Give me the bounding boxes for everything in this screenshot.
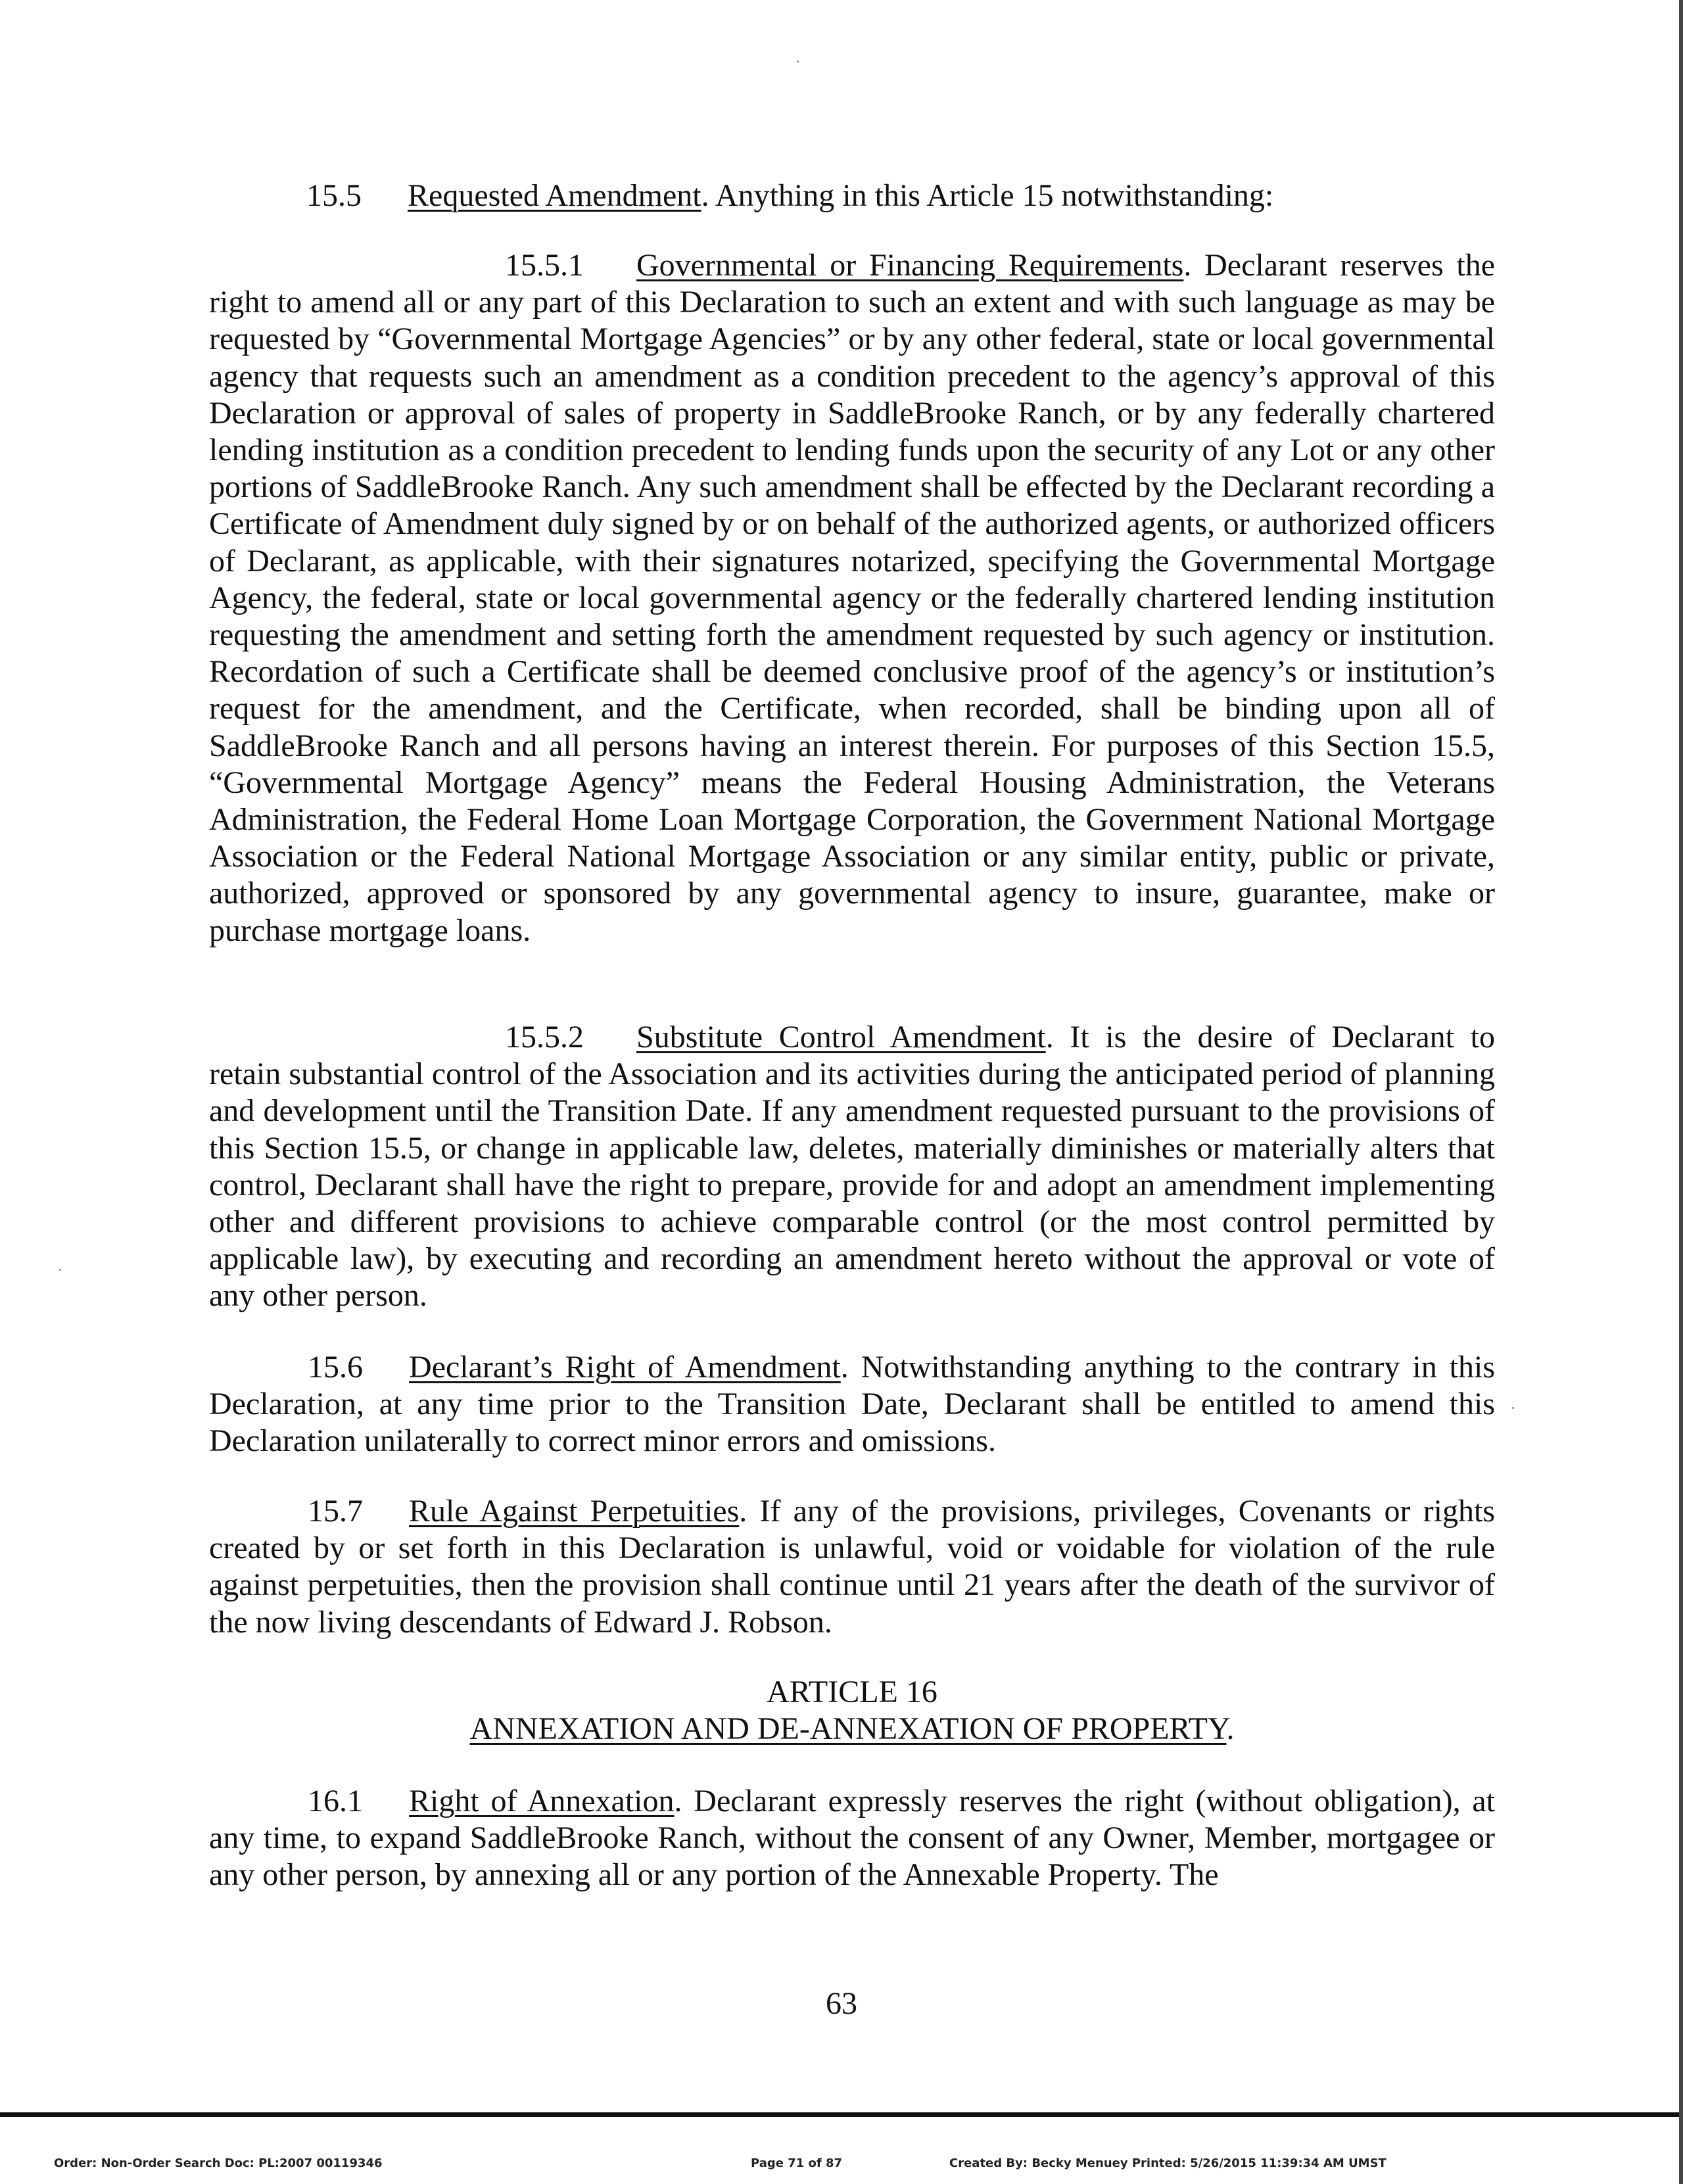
scan-speck [1512, 1407, 1514, 1409]
article-title-text: ANNEXATION AND DE-ANNEXATION OF PROPERTY [469, 1711, 1227, 1746]
scan-speck [59, 1269, 61, 1271]
footer-order: Order: Non-Order Search Doc: PL:2007 00119346 [54, 2156, 383, 2170]
section-text: . Declarant reserves the right to amend all or any part of this Declaration to such an extent and with such language as may be requested by “Governmental Mortgage Agencies” or by any other federal, state or local governmental agency that requests such an amendment as a condition precedent to the agency’s approval of this Declaration or approval of sales of property in SaddleBrooke Ranch, or by any federally chartered lending institution as a condition precedent to lending funds upon the security of any Lot or any other portions of SaddleBrooke Ranch. Any such amendment shall be effected by the Declarant recording a Certificate of Amendment duly signed by or on behalf of the authorized agents, or authorized officers of Declarant, as applicable, with their signatures notarized, specifying the Governmental Mortgage Agency, the federal, state or local governmental agency or the federally chartered lending institution requesting the amendment and setting forth the amendment requested by such agency or institution. Recordation of such a Certificate shall be deemed conclusive proof of the agency’s or institution’s request for the amendment, and the Certificate, when recorded, shall be binding upon all of SaddleBrooke Ranch and all persons having an interest therein. For purposes of this Section 15.5, “Governmental Mortgage Agency” means the Federal Housing Administration, the Veterans Administration, the Federal Home Loan Mortgage Corporation, the Government National Mortgage Association or the Federal National Mortgage Association or any similar entity, public or private, authorized, approved or sponsored by any governmental agency to insure, guarantee, make or purchase mortgage loans. [209, 248, 1495, 948]
section-text: . If any of the provisions, privileges, Covenants or rights created by or set forth in this Declaration is unlawful, void or voidable for violation of the rule against perpetuities, then the provision shall continue until 21 years after the death of the survivor of the now living descendants of Edward J. Robson. [209, 1494, 1495, 1640]
section-title: Rule Against Perpetuities [409, 1494, 740, 1529]
section-title: Declarant’s Right of Amendment [409, 1350, 841, 1385]
article-title [209, 1711, 1495, 1747]
section-text: . Declarant expressly reserves the right (without obligation), at any time, to expand SaddleBrooke Ranch, without the consent of any Owner, Member, mortgagee or any other person, by annexing all or any portion of the Annexable Property. The [209, 1784, 1495, 1893]
article-title-end: . [1226, 1711, 1235, 1746]
section-title: Substitute Control Amendment [636, 1020, 1046, 1055]
footer-divider [0, 2112, 1683, 2117]
footer-page: Page 71 of 87 [751, 2156, 843, 2170]
section-number: 16.1 [308, 1784, 363, 1818]
section-text: . It is the desire of Declarant to retain substantial control of the Association and its activities during the anticipated period of planning and development until the Transition Date. If any amendment requested pursuant to the provisions of this Section 15.5, or change in applicable law, deletes, materially diminishes or materially alters that control, Declarant shall have the right to prepare, provide for and adopt an amendment implementing other and different provisions to achieve comparable control (or the most control permitted by applicable law), by executing and recording an amendment hereto without the approval or vote of any other person. [209, 1020, 1496, 1314]
article-label: ARTICLE 16 [767, 1674, 937, 1709]
page-number: 63 [826, 1986, 857, 2021]
section-15-7 [209, 1493, 1495, 1641]
section-number: 15.7 [308, 1494, 363, 1529]
section-title: Right of Annexation [409, 1784, 675, 1818]
section-15-5-1 [209, 247, 1495, 949]
section-title: Governmental or Financing Requirements [636, 248, 1184, 283]
section-text: . Notwithstanding anything to the contrary in this Declaration, at any time prior to the Transition Date, Declarant shall be entitled to amend this Declaration unilaterally to correct minor errors and omissions. [209, 1350, 1496, 1459]
footer-created: Created By: Becky Menuey Printed: 5/26/2015 11:39:34 AM UMST [949, 2156, 1387, 2170]
section-title: Requested Amendment [408, 178, 701, 213]
section-text: . Anything in this Article 15 notwithstanding: [701, 178, 1274, 213]
scan-edge [1679, 0, 1683, 2184]
section-number: 15.5.1 [505, 248, 584, 283]
scan-speck [797, 60, 799, 62]
section-number: 15.6 [308, 1350, 363, 1385]
section-15-5 [306, 178, 1273, 214]
section-15-5-2 [209, 1019, 1495, 1315]
section-number: 15.5.2 [505, 1020, 584, 1055]
section-15-6 [209, 1349, 1495, 1460]
section-16-1 [209, 1783, 1495, 1894]
section-number: 15.5 [306, 178, 362, 213]
